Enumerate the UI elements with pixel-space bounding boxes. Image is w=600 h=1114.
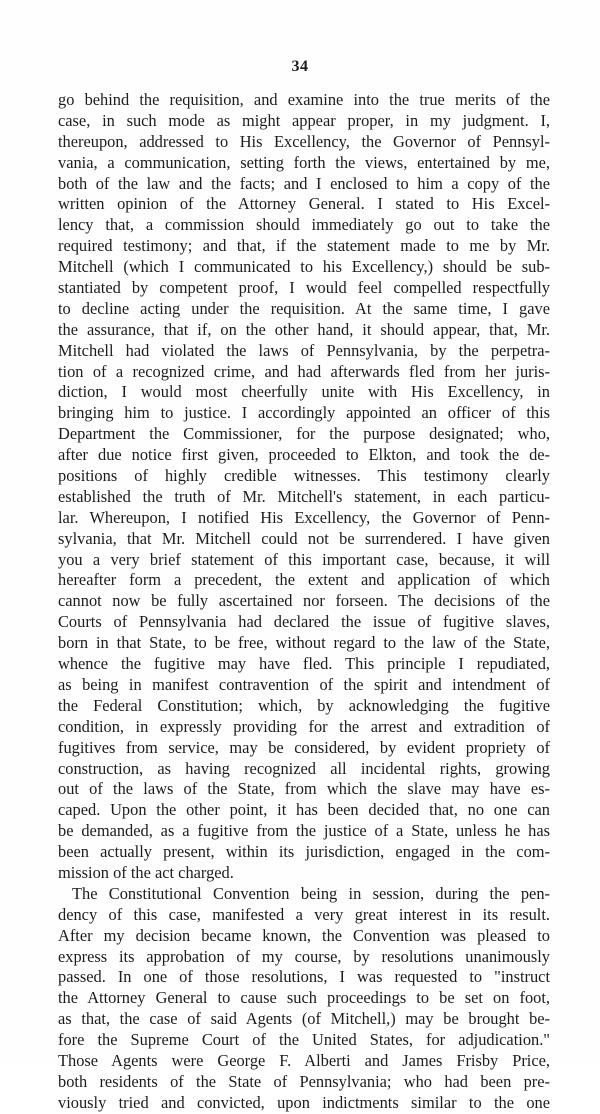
page-number: 34 [291,58,309,75]
text-line: stantiated by competent proof, I would feel compelled respectfully [58,278,550,298]
text-line: established the truth of Mr. Mitchell's statement, in each particu- [58,486,550,506]
text-line: to decline acting under the requisition. At the same time, I gave [58,298,550,318]
text-line: fore the Supreme Court of the United States, for adjudication." [58,1030,550,1050]
text-line: After my decision became known, the Convention was pleased to [58,925,550,945]
body-text [58,90,550,1114]
text-line: Mitchell (which I communicated to his Excellency,) should be sub- [58,257,550,277]
text-line: whence the fugitive may have fled. This principle I repudiated, [58,654,550,674]
text-line: express its approbation of my course, by resolutions unanimously [58,946,550,966]
text-line: condition, in expressly providing for the arrest and extradition of [58,716,550,736]
text-line: hereafter form a precedent, the extent and application of which [58,570,550,590]
text-line: thereupon, addressed to His Excellency, the Governor of Pennsyl- [58,131,550,151]
text-line: required testimony; and that, if the statement made to me by Mr. [58,236,550,256]
text-line: lency that, a commission should immediately go out to take the [58,215,550,235]
text-line: cannot now be fully ascertained nor forseen. The decisions of the [58,591,550,611]
text-line: Courts of Pennsylvania had declared the issue of fugitive slaves, [58,612,550,632]
text-line: as that, the case of said Agents (of Mitchell,) may be brought be- [58,1009,550,1029]
text-line: written opinion of the Attorney General. I stated to His Excel- [58,194,550,214]
text-line: vania, a communication, setting forth the views, entertained by me, [58,152,550,172]
text-line: bringing him to justice. I accordingly appointed an officer of this [58,403,550,423]
text-line: passed. In one of those resolutions, I was requested to "instruct [58,967,550,987]
text-line: construction, as having recognized all incidental rights, growing [58,758,550,778]
text-line: caped. Upon the other point, it has been decided that, no one can [58,800,550,820]
text-line: the Federal Constitution; which, by acknowledging the fugitive [58,695,550,715]
text-line: viously tried and convicted, upon indictments similar to the one [58,1092,550,1112]
text-line: sylvania, that Mr. Mitchell could not be surrendered. I have given [58,528,550,548]
text-line: tion of a recognized crime, and had afterwards fled from her juris- [58,361,550,381]
text-line: both of the law and the facts; and I enclosed to him a copy of the [58,173,550,193]
text-line: go behind the requisition, and examine into the true merits of the [58,90,550,109]
text-line: be demanded, as a fugitive from the justice of a State, unless he has [58,821,550,841]
text-line: the Attorney General to cause such proceedings to be set on foot, [58,988,550,1008]
text-line: you a very brief statement of this important case, because, it will [58,549,550,569]
text-line: positions of highly credible witnesses. This testimony clearly [58,466,550,486]
text-line: as being in manifest contravention of the spirit and intendment of [58,674,550,694]
text-line: Mitchell had violated the laws of Pennsylvania, by the perpetra- [58,340,550,360]
text-line: lar. Whereupon, I notified His Excellency, the Governor of Penn- [58,507,550,527]
text-line: The Constitutional Convention being in session, during the pen- [72,883,550,903]
text-line: Department the Commissioner, for the purpose designated; who, [58,424,550,444]
text-line: dency of this case, manifested a very great interest in its result. [58,904,550,924]
text-line: diction, I would most cheerfully unite with His Excellency, in [58,382,550,402]
text-line: born in that State, to be free, without regard to the law of the State, [58,633,550,653]
text-line: case, in such mode as might appear proper, in my judgment. I, [58,110,550,130]
text-line: after due notice first given, proceeded to Elkton, and took the de- [58,445,550,465]
text-line: Those Agents were George F. Alberti and James Frisby Price, [58,1050,550,1070]
text-line: fugitives from service, may be considered, by evident propriety of [58,737,550,757]
text-line: out of the laws of the State, from which the slave may have es- [58,779,550,799]
text-line: mission of the act charged. [58,862,234,882]
text-line: been actually present, within its jurisdiction, engaged in the com- [58,842,550,862]
text-line: both residents of the State of Pennsylvania; who had been pre- [58,1071,550,1091]
text-line: the assurance, that if, on the other hand, it should appear, that, Mr. [58,319,550,339]
